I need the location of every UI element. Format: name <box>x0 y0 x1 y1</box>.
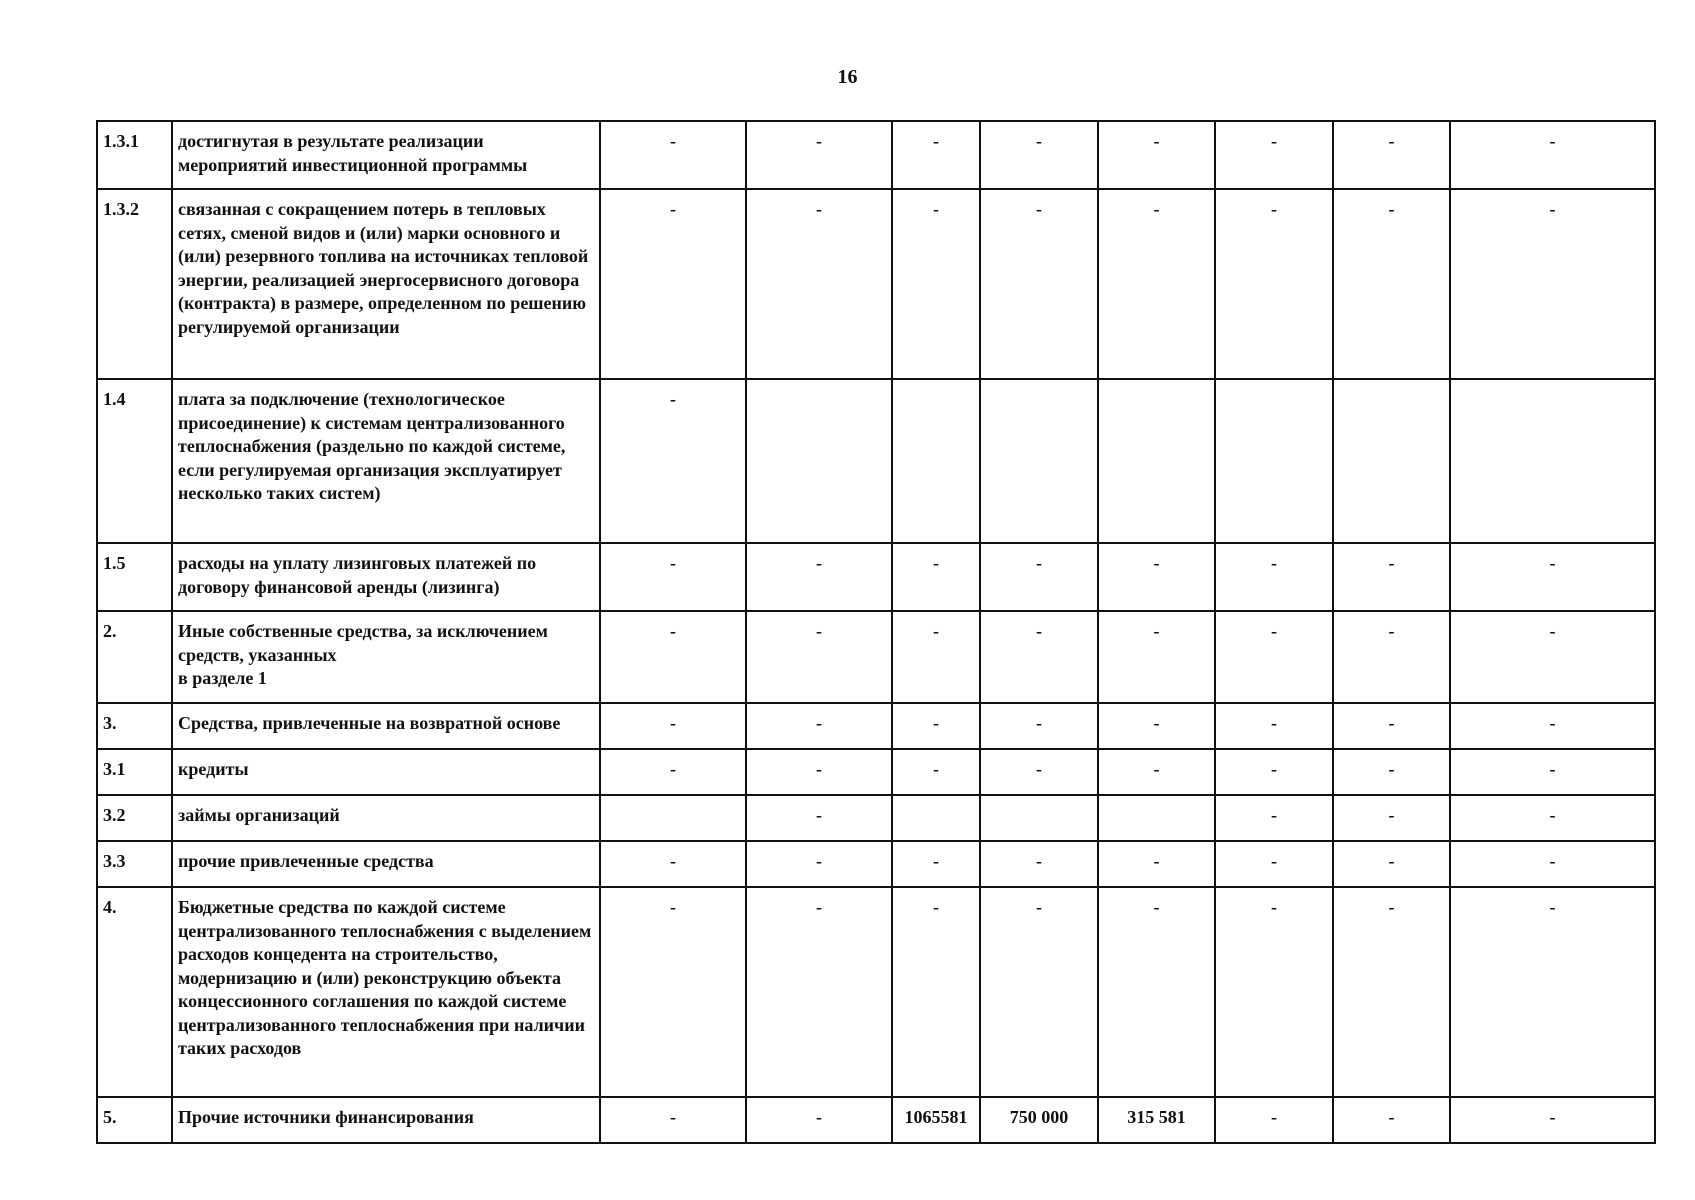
value-cell: - <box>892 703 980 749</box>
value-cell: - <box>746 749 892 795</box>
value-cell: - <box>1333 611 1450 703</box>
row-description: прочие привлеченные средства <box>172 841 600 887</box>
value-cell: - <box>980 841 1098 887</box>
row-description: кредиты <box>172 749 600 795</box>
row-number: 3. <box>97 703 172 749</box>
value-cell: - <box>746 189 892 379</box>
value-cell: - <box>1098 189 1215 379</box>
row-description: Иные собственные средства, за исключением средств, указанных в разделе 1 <box>172 611 600 703</box>
value-cell: - <box>1098 121 1215 189</box>
value-cell: - <box>892 749 980 795</box>
row-description: займы организаций <box>172 795 600 841</box>
value-cell: - <box>892 887 980 1097</box>
value-cell: - <box>980 887 1098 1097</box>
value-cell: 750 000 <box>980 1097 1098 1143</box>
value-cell <box>1450 379 1655 543</box>
value-cell: - <box>1333 189 1450 379</box>
value-cell: - <box>1450 121 1655 189</box>
table-row <box>97 189 1655 379</box>
value-cell: - <box>600 703 746 749</box>
value-cell: - <box>1450 611 1655 703</box>
value-cell: - <box>980 121 1098 189</box>
value-cell: - <box>1098 611 1215 703</box>
row-number: 4. <box>97 887 172 1097</box>
value-cell: - <box>600 887 746 1097</box>
row-number: 2. <box>97 611 172 703</box>
value-cell: - <box>1333 795 1450 841</box>
value-cell: 315 581 <box>1098 1097 1215 1143</box>
row-description: Бюджетные средства по каждой системе централизованного теплоснабжения с выделением расходов концедента на строительство, модернизацию и (или) реконструкцию объекта концессионного соглашения по каждой системе централизованного теплоснабжения при наличии таких расходов <box>172 887 600 1097</box>
row-number: 3.1 <box>97 749 172 795</box>
table-row <box>97 121 1655 189</box>
value-cell: - <box>1215 543 1333 611</box>
value-cell: - <box>746 121 892 189</box>
row-description: Средства, привлеченные на возвратной основе <box>172 703 600 749</box>
value-cell: - <box>1215 189 1333 379</box>
page-number: 16 <box>837 66 858 88</box>
value-cell: - <box>600 611 746 703</box>
value-cell <box>980 379 1098 543</box>
value-cell: - <box>1333 749 1450 795</box>
financing-sources-table <box>96 120 1656 1144</box>
value-cell: - <box>1098 703 1215 749</box>
value-cell: - <box>1450 1097 1655 1143</box>
table-row <box>97 703 1655 749</box>
value-cell: - <box>1215 121 1333 189</box>
value-cell: - <box>980 543 1098 611</box>
value-cell: - <box>1098 543 1215 611</box>
value-cell: - <box>1450 543 1655 611</box>
value-cell: - <box>600 543 746 611</box>
table-row <box>97 611 1655 703</box>
table-row <box>97 379 1655 543</box>
value-cell: - <box>1098 887 1215 1097</box>
value-cell <box>1098 795 1215 841</box>
value-cell <box>892 795 980 841</box>
value-cell: - <box>746 841 892 887</box>
value-cell: - <box>1333 887 1450 1097</box>
value-cell: - <box>600 379 746 543</box>
row-description: связанная с сокращением потерь в тепловых сетях, сменой видов и (или) марки основного и (или) резервного топлива на источниках тепловой энергии, реализацией энергосервисного договора (контракта) в размере, определенном по решению регулируемой организации <box>172 189 600 379</box>
value-cell: - <box>1450 189 1655 379</box>
value-cell: - <box>600 1097 746 1143</box>
value-cell: - <box>1215 611 1333 703</box>
value-cell: - <box>1333 121 1450 189</box>
row-number: 1.5 <box>97 543 172 611</box>
value-cell: - <box>746 1097 892 1143</box>
value-cell: - <box>1450 703 1655 749</box>
value-cell: - <box>746 611 892 703</box>
value-cell <box>980 795 1098 841</box>
value-cell: - <box>746 543 892 611</box>
row-number: 3.2 <box>97 795 172 841</box>
value-cell: 1065581 <box>892 1097 980 1143</box>
value-cell <box>892 379 980 543</box>
value-cell: - <box>1333 703 1450 749</box>
table-row <box>97 543 1655 611</box>
value-cell <box>1215 379 1333 543</box>
value-cell: - <box>1215 795 1333 841</box>
value-cell <box>600 795 746 841</box>
value-cell: - <box>980 189 1098 379</box>
row-number: 1.3.2 <box>97 189 172 379</box>
table-row <box>97 795 1655 841</box>
row-description: достигнутая в результате реализации мероприятий инвестиционной программы <box>172 121 600 189</box>
value-cell: - <box>1450 887 1655 1097</box>
value-cell: - <box>1098 841 1215 887</box>
value-cell: - <box>600 189 746 379</box>
table-row <box>97 841 1655 887</box>
value-cell <box>1333 379 1450 543</box>
row-description: плата за подключение (технологическое присоединение) к системам централизованного теплоснабжения (раздельно по каждой системе, если регулируемая организация эксплуатирует несколько таких систем) <box>172 379 600 543</box>
value-cell: - <box>1450 841 1655 887</box>
value-cell: - <box>1215 887 1333 1097</box>
row-description: расходы на уплату лизинговых платежей по договору финансовой аренды (лизинга) <box>172 543 600 611</box>
row-number: 3.3 <box>97 841 172 887</box>
value-cell: - <box>600 749 746 795</box>
value-cell: - <box>892 121 980 189</box>
row-description: Прочие источники финансирования <box>172 1097 600 1143</box>
value-cell: - <box>600 121 746 189</box>
value-cell: - <box>1333 841 1450 887</box>
value-cell: - <box>980 611 1098 703</box>
value-cell: - <box>1098 749 1215 795</box>
table-row <box>97 1097 1655 1143</box>
row-number: 5. <box>97 1097 172 1143</box>
table-row <box>97 749 1655 795</box>
value-cell: - <box>746 795 892 841</box>
value-cell: - <box>1450 749 1655 795</box>
value-cell: - <box>1333 543 1450 611</box>
value-cell: - <box>1215 749 1333 795</box>
value-cell: - <box>892 841 980 887</box>
table-row <box>97 887 1655 1097</box>
value-cell <box>746 379 892 543</box>
value-cell: - <box>892 611 980 703</box>
value-cell: - <box>746 703 892 749</box>
value-cell: - <box>600 841 746 887</box>
value-cell: - <box>1450 795 1655 841</box>
value-cell: - <box>980 703 1098 749</box>
value-cell: - <box>892 189 980 379</box>
table-body <box>97 121 1655 1143</box>
value-cell: - <box>980 749 1098 795</box>
value-cell: - <box>1215 703 1333 749</box>
row-number: 1.3.1 <box>97 121 172 189</box>
value-cell: - <box>1333 1097 1450 1143</box>
value-cell: - <box>746 887 892 1097</box>
value-cell: - <box>892 543 980 611</box>
value-cell: - <box>1215 1097 1333 1143</box>
value-cell: - <box>1215 841 1333 887</box>
row-number: 1.4 <box>97 379 172 543</box>
value-cell <box>1098 379 1215 543</box>
